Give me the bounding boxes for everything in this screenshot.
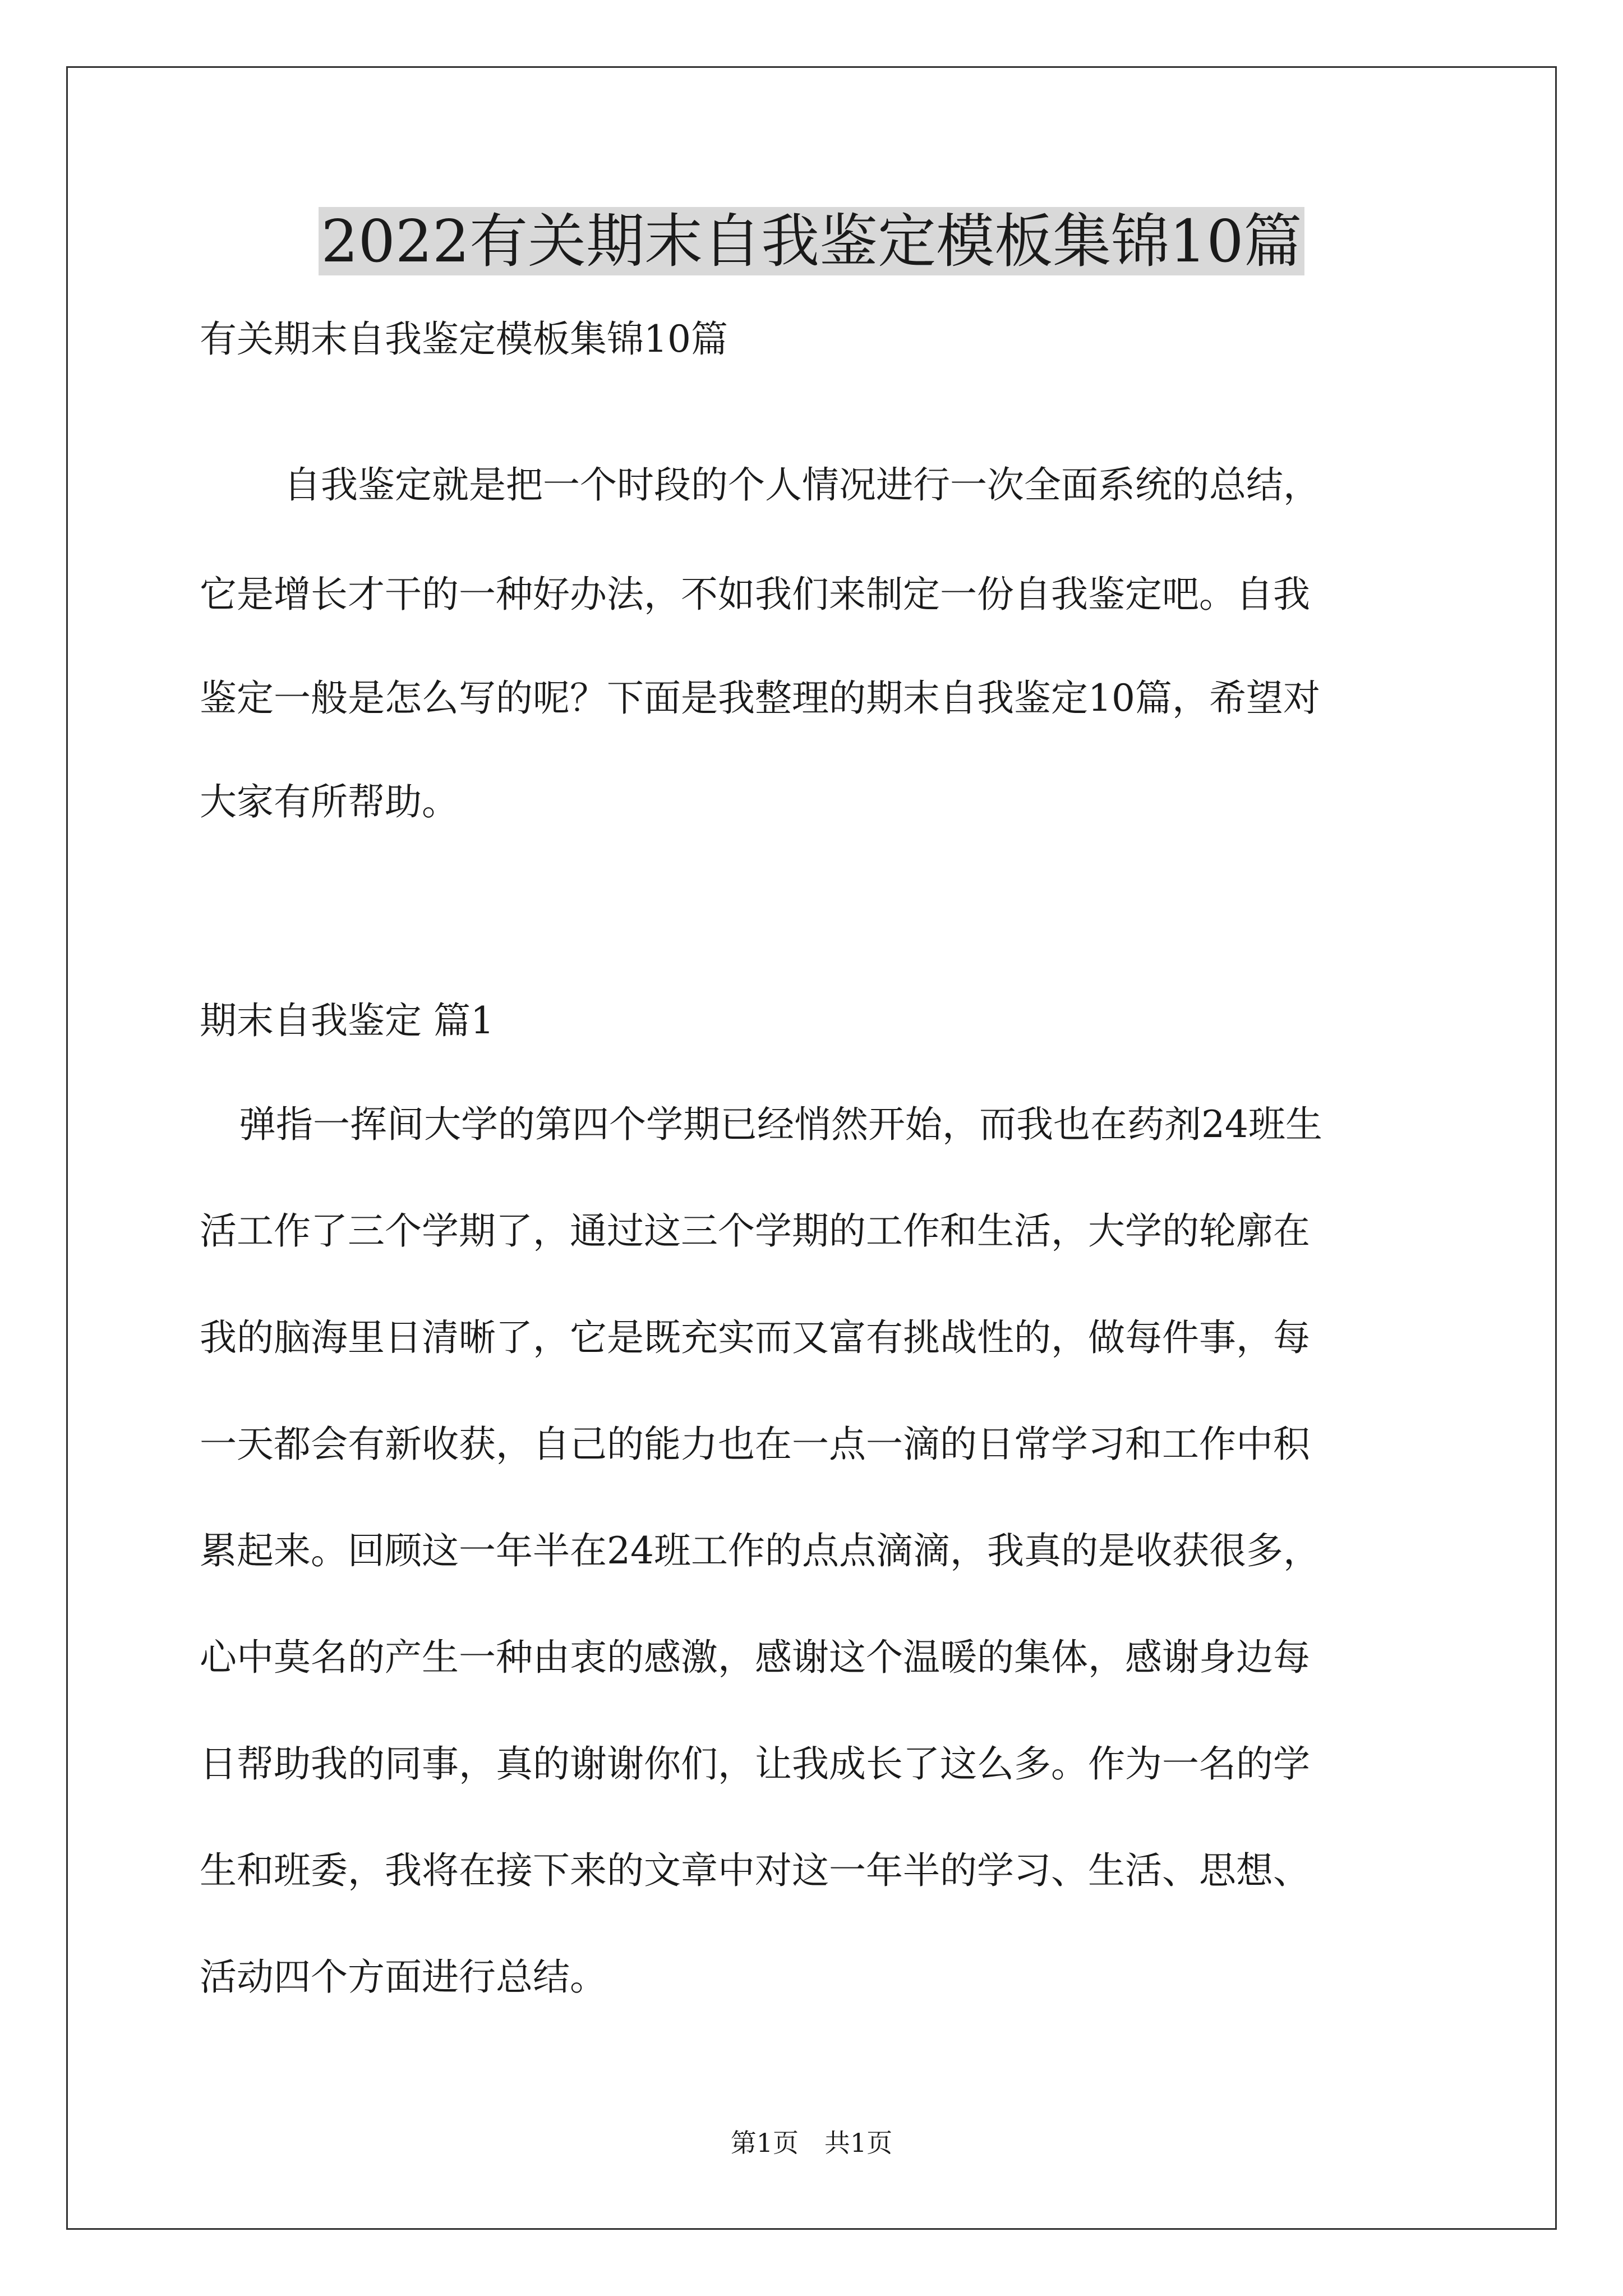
- document-title: [0, 202, 1623, 280]
- document-subtitle: 有关期末自我鉴定模板集锦10篇: [200, 318, 728, 361]
- section-line: 我的脑海里日清晰了，它是既充实而又富有挑战性的，做每件事，每: [200, 1316, 1310, 1359]
- intro-line: 自我鉴定就是把一个时段的个人情况进行一次全面系统的总结，: [284, 463, 1320, 507]
- section-line: 生和班委，我将在接下来的文章中对这一年半的学习、生活、思想、: [200, 1849, 1310, 1892]
- section-heading: 期末自我鉴定 篇1: [200, 999, 494, 1042]
- page-number-footer: 第1页 共1页: [730, 2128, 893, 2158]
- section-line: 活动四个方面进行总结。: [200, 1955, 607, 1999]
- section-line: 弹指一挥间大学的第四个学期已经悄然开始，而我也在药剂24班生: [239, 1103, 1322, 1146]
- section-line: 累起来。回顾这一年半在24班工作的点点滴滴，我真的是收获很多，: [200, 1529, 1320, 1572]
- section-line: 一天都会有新收获，自己的能力也在一点一滴的日常学习和工作中积: [200, 1423, 1310, 1466]
- intro-line: 大家有所帮助。: [200, 780, 459, 823]
- section-line: 日帮助我的同事，真的谢谢你们，让我成长了这么多。作为一名的学: [200, 1742, 1310, 1786]
- intro-line: 鉴定一般是怎么写的呢？下面是我整理的期末自我鉴定10篇，希望对: [200, 677, 1320, 720]
- section-line: 心中莫名的产生一种由衷的感激，感谢这个温暖的集体，感谢身边每: [200, 1636, 1310, 1679]
- section-line: 活工作了三个学期了，通过这三个学期的工作和生活，大学的轮廓在: [200, 1209, 1310, 1253]
- intro-line: 它是增长才干的一种好办法，不如我们来制定一份自我鉴定吧。自我: [200, 573, 1310, 616]
- document-title-text: 2022有关期末自我鉴定模板集锦10篇: [319, 207, 1304, 275]
